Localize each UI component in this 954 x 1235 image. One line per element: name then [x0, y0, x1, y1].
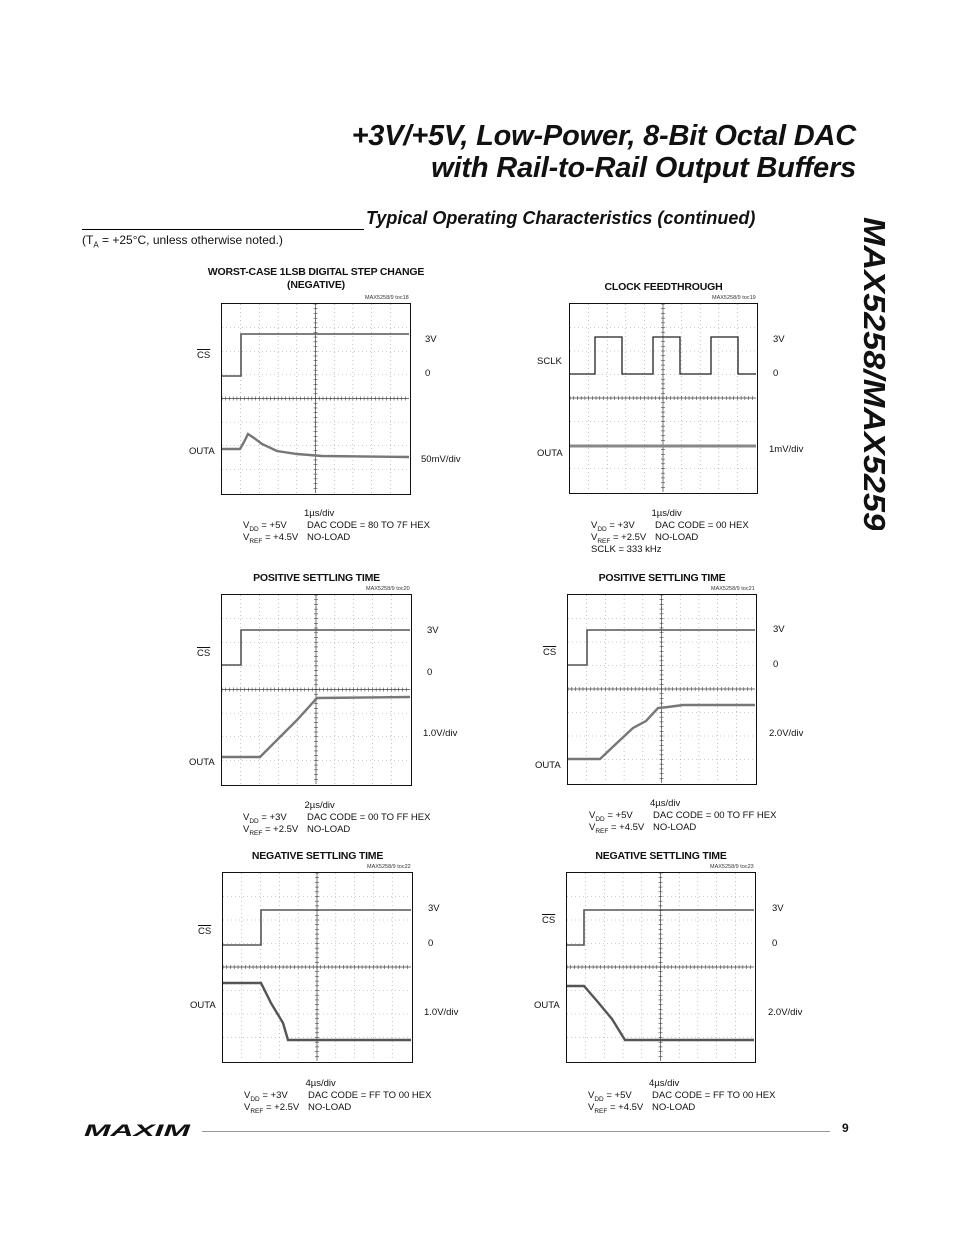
timebase: 4µs/div [650, 798, 681, 809]
condition-post: = +4.5V [608, 822, 645, 833]
oscilloscope-screen [222, 872, 413, 1063]
condition-pre: V [243, 520, 250, 531]
condition-pre: V [589, 810, 596, 821]
condition-supply [588, 1102, 643, 1118]
oscilloscope-screen [221, 594, 412, 786]
condition-sub: REF [249, 537, 263, 545]
condition-sub: DD [249, 817, 259, 825]
chart-title [201, 266, 431, 292]
maxim-logo [84, 1122, 194, 1138]
scale-zero: 0 [773, 368, 779, 379]
condition-pre: V [244, 1090, 251, 1101]
chart-id: MAX5258/9 toc18 [365, 295, 409, 301]
condition-pre: V [591, 520, 598, 531]
condition-sub: DD [595, 815, 605, 823]
condition-desc: DAC CODE = 00 TO FF HEX [653, 810, 777, 821]
condition-sub: REF [250, 1107, 264, 1115]
chart-title-line-1: NEGATIVE SETTLING TIME [595, 850, 727, 862]
trace-label-top: $\overline{CS}$ [197, 648, 211, 659]
chart-title [549, 281, 778, 294]
scope-grid [568, 595, 755, 783]
scope-svg [223, 873, 411, 1061]
scope-svg [222, 304, 409, 493]
oscilloscope-screen [221, 303, 411, 495]
scale-top: 3V [772, 903, 784, 914]
condition-post: = +3V [258, 812, 287, 823]
chart-title-line-1: NEGATIVE SETTLING TIME [251, 850, 384, 862]
scope-svg [570, 304, 756, 492]
scale-zero: 0 [427, 667, 433, 678]
conditions-sub: A [93, 240, 99, 250]
scale-bottom: 1mV/div [769, 444, 804, 455]
logo-text: MAXIM [84, 1122, 192, 1138]
condition-post: = +4.5V [607, 1102, 644, 1113]
trace-label-top: $\overline{CS}$ [198, 926, 212, 937]
scope-svg [222, 595, 410, 784]
condition-supply [589, 822, 644, 838]
condition-sub: REF [595, 827, 609, 835]
scope-grid [570, 304, 756, 492]
scale-zero: 0 [425, 368, 431, 379]
scale-bottom: 50mV/div [421, 454, 461, 465]
condition-supply [243, 532, 298, 548]
test-conditions [82, 233, 283, 249]
conditions-prefix: (T [82, 233, 94, 247]
condition-post: = +5V [258, 520, 287, 531]
chart-title [546, 850, 776, 863]
condition-supply [244, 1102, 299, 1118]
chart-title-line-1: WORST-CASE 1LSB DIGITAL STEP CHANGE [207, 266, 425, 278]
section-rule [82, 229, 364, 230]
condition-pre: V [243, 812, 250, 823]
oscilloscope-screen [566, 872, 756, 1063]
scope-grid [223, 873, 411, 1061]
scale-bottom: 1.0V/div [424, 1007, 459, 1018]
scope-svg [568, 595, 755, 783]
condition-pre: V [591, 532, 598, 543]
title-line-1: +3V/+5V, Low-Power, 8-Bit Octal DAC [351, 120, 856, 152]
condition-post: = +4.5V [262, 532, 299, 543]
chart-title [547, 572, 777, 585]
chart-id: MAX5258/9 toc20 [366, 586, 410, 592]
condition-post: = +3V [606, 520, 635, 531]
trace-label-bottom: OUTA [189, 757, 215, 768]
chart-title-line-1: POSITIVE SETTLING TIME [253, 572, 380, 584]
conditions-suffix: = +25°C, unless otherwise noted.) [98, 233, 283, 247]
condition-pre: V [243, 824, 250, 835]
page-number: 9 [842, 1121, 849, 1135]
timebase: 2µs/div [304, 800, 335, 811]
timebase: 1µs/div [651, 508, 682, 519]
condition-pre: V [244, 1102, 251, 1113]
chart-title-line-1: POSITIVE SETTLING TIME [598, 572, 726, 584]
condition-desc: NO-LOAD [308, 1102, 352, 1113]
condition-sub: DD [250, 1095, 260, 1103]
oscilloscope-screen [567, 594, 757, 785]
trace-label-top: $\overline{CS}$ [543, 647, 557, 658]
trace-label-bottom: OUTA [189, 446, 215, 457]
condition-sub: DD [249, 525, 259, 533]
condition-desc: DAC CODE = FF TO 00 HEX [308, 1090, 432, 1101]
trace-label-bottom: OUTA [534, 1000, 560, 1011]
condition-pre: V [589, 822, 596, 833]
condition-post: = +5V [604, 810, 633, 821]
condition-post: = +2.5V [610, 532, 647, 543]
scale-zero: 0 [772, 938, 778, 949]
chart-id: MAX5258/9 toc21 [711, 586, 755, 592]
condition-pre: SCLK = 333 kHz [591, 544, 662, 555]
scale-zero: 0 [773, 659, 779, 670]
scale-bottom: 2.0V/div [768, 1007, 803, 1018]
scale-top: 3V [425, 334, 437, 345]
footer-rule [202, 1131, 830, 1132]
side-part-number-text: MAX5258/MAX5259 [857, 217, 892, 502]
condition-post: = +2.5V [263, 1102, 300, 1113]
condition-desc: NO-LOAD [307, 532, 351, 543]
scale-zero: 0 [428, 938, 434, 949]
side-part-number [850, 215, 910, 530]
scope-grid [222, 595, 410, 784]
page-title [180, 120, 856, 184]
chart-id: MAX5258/9 toc19 [712, 295, 756, 301]
chart-title [201, 572, 432, 585]
condition-sub: REF [594, 1107, 608, 1115]
chart-id: MAX5258/9 toc22 [367, 864, 411, 870]
title-line-2: with Rail-to-Rail Output Buffers [431, 152, 856, 184]
condition-desc: DAC CODE = 00 HEX [655, 520, 749, 531]
condition-supply [591, 544, 662, 556]
condition-sub: DD [594, 1095, 604, 1103]
oscilloscope-screen [569, 303, 758, 494]
condition-desc: NO-LOAD [652, 1102, 696, 1113]
condition-pre: V [243, 532, 250, 543]
scope-grid [567, 873, 754, 1061]
chart-title-line-2: (NEGATIVE) [287, 279, 345, 291]
scope-svg [567, 873, 754, 1061]
scale-top: 3V [773, 624, 785, 635]
timebase: 4µs/div [305, 1078, 336, 1089]
scale-bottom: 2.0V/div [769, 728, 804, 739]
trace-label-top: $\overline{CS}$ [197, 350, 211, 361]
condition-pre: V [588, 1102, 595, 1113]
condition-desc: NO-LOAD [653, 822, 697, 833]
condition-post: = +2.5V [262, 824, 299, 835]
section-title: Typical Operating Characteristics (continued) [366, 208, 756, 228]
chart-title [202, 850, 433, 863]
condition-pre: V [588, 1090, 595, 1101]
scale-top: 3V [428, 903, 440, 914]
scope-grid [222, 304, 409, 493]
scale-bottom: 1.0V/div [423, 728, 458, 739]
timebase: 4µs/div [649, 1078, 680, 1089]
condition-desc: NO-LOAD [655, 532, 699, 543]
scale-top: 3V [773, 334, 785, 345]
timebase: 1µs/div [304, 508, 335, 519]
condition-post: = +3V [259, 1090, 288, 1101]
condition-desc: NO-LOAD [307, 824, 351, 835]
condition-sub: DD [597, 525, 607, 533]
chart-title-line-1: CLOCK FEEDTHROUGH [604, 281, 723, 293]
trace-label-top: SCLK [537, 356, 562, 367]
condition-sub: REF [249, 829, 263, 837]
condition-desc: DAC CODE = 80 TO 7F HEX [307, 520, 430, 531]
trace-label-bottom: OUTA [535, 760, 561, 771]
trace-label-bottom: OUTA [537, 448, 563, 459]
scale-top: 3V [427, 625, 439, 636]
condition-post: = +5V [603, 1090, 632, 1101]
condition-desc: DAC CODE = FF TO 00 HEX [652, 1090, 776, 1101]
chart-id: MAX5258/9 toc23 [710, 864, 754, 870]
trace-label-bottom: OUTA [190, 1000, 216, 1011]
trace-label-top: $\overline{CS}$ [542, 915, 556, 926]
condition-desc: DAC CODE = 00 TO FF HEX [307, 812, 431, 823]
condition-supply [243, 824, 298, 840]
condition-sub: REF [597, 537, 611, 545]
